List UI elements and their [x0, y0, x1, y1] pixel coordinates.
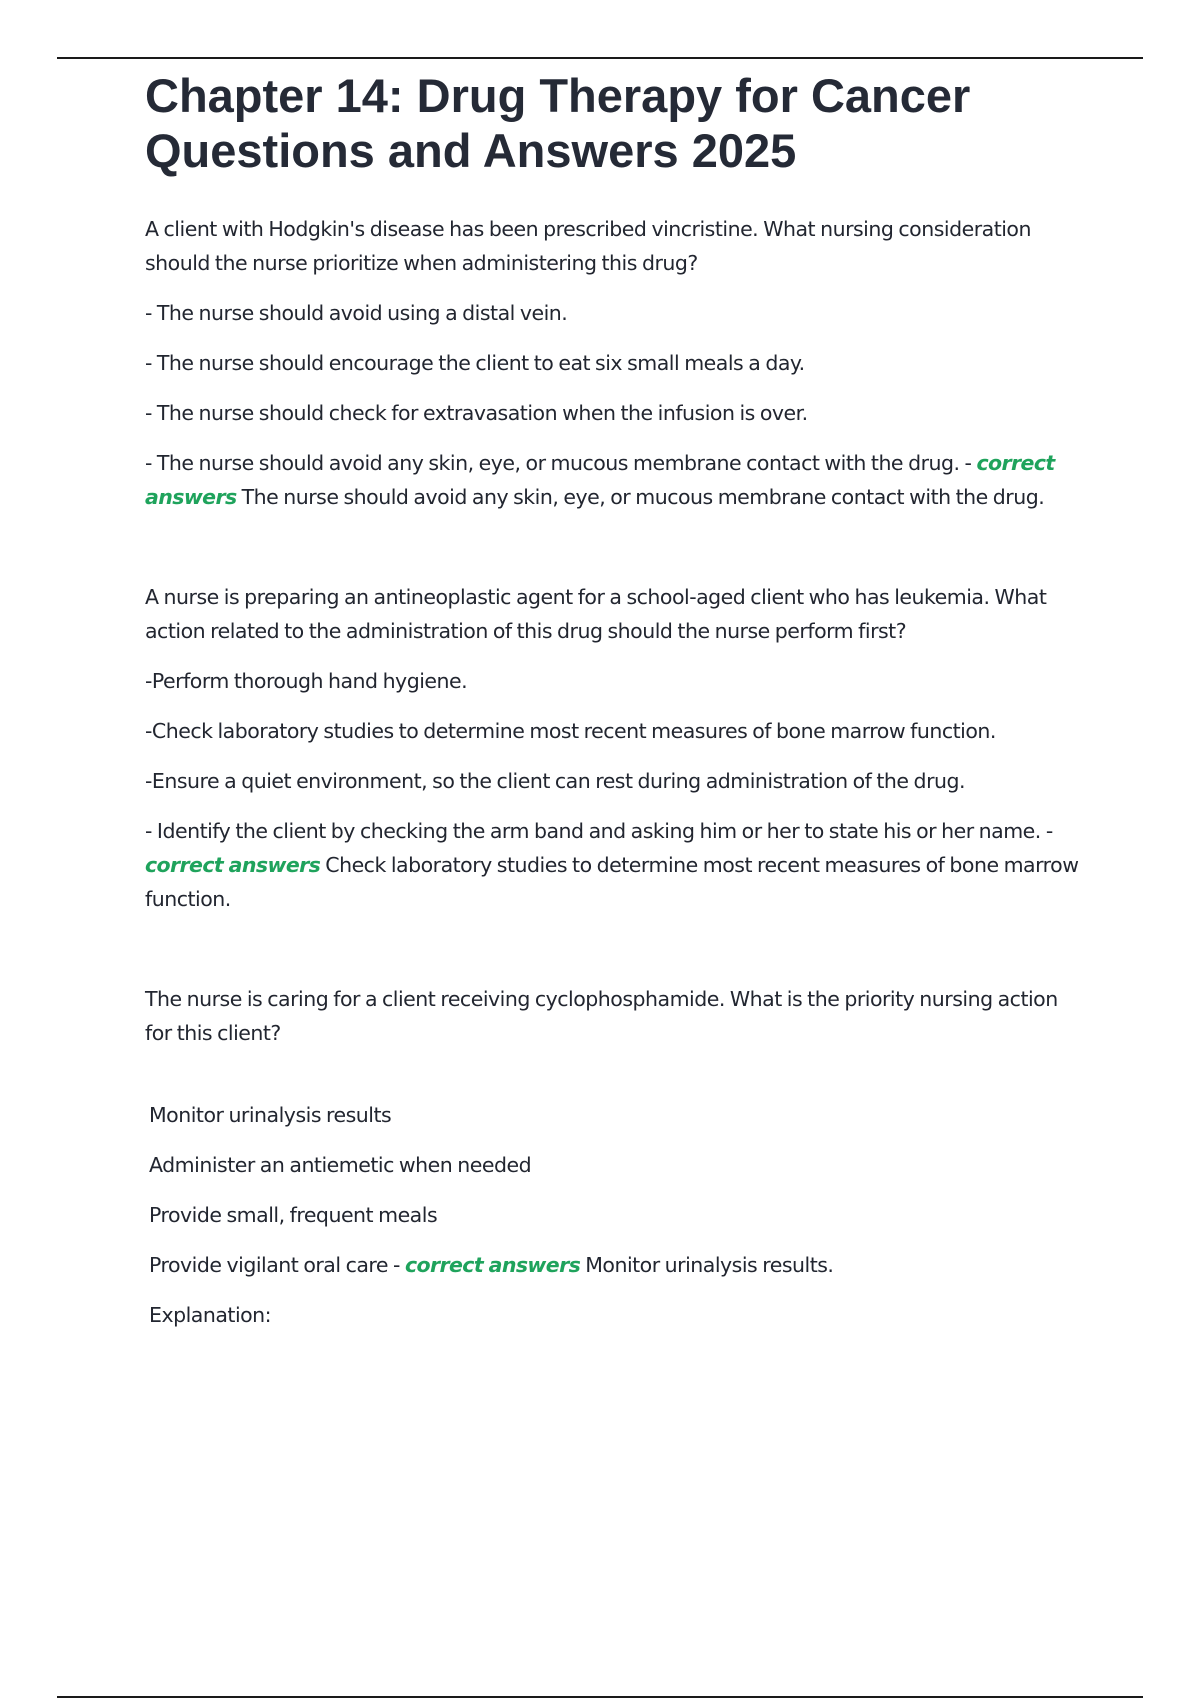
correct-answers-label: correct answers — [145, 451, 1055, 509]
answer-option: Administer an antiemetic when needed — [149, 1153, 532, 1177]
explanation-label: Explanation: — [149, 1303, 272, 1327]
question-stem: A nurse is preparing an antineoplastic agent for a school-aged client who has leukemia. What action related to the administration of this drug should the nurse perform first? — [145, 585, 1047, 643]
answer-option: - Identify the client by checking the arm band and asking him or her to state his or her name. - — [145, 819, 1053, 843]
question-1 — [145, 212, 1085, 514]
answer-option: - The nurse should check for extravasation when the infusion is over. — [145, 401, 808, 425]
spacer — [145, 1066, 1085, 1098]
spacer — [145, 514, 1085, 580]
question-3 — [145, 982, 1085, 1332]
bottom-rule — [57, 1696, 1143, 1698]
correct-answers-label: correct answers — [404, 1253, 581, 1277]
correct-answer-text: The nurse should avoid any skin, eye, or mucous membrane contact with the drug. — [241, 485, 1045, 509]
last-option-with-answer — [145, 446, 1085, 514]
answer-option: - The nurse should encourage the client to eat six small meals a day. — [145, 351, 805, 375]
question-stem: A client with Hodgkin's disease has been prescribed vincristine. What nursing consideration should the nurse prioritize when administering this drug? — [145, 217, 1031, 275]
question-2 — [145, 580, 1085, 916]
answer-option: -Ensure a quiet environment, so the client can rest during administration of the drug. — [145, 769, 966, 793]
answer-option: -Check laboratory studies to determine most recent measures of bone marrow function. — [145, 719, 996, 743]
correct-answer-text: Monitor urinalysis results. — [585, 1253, 834, 1277]
last-option-with-answer — [145, 1248, 1085, 1282]
answer-option: Monitor urinalysis results — [149, 1103, 392, 1127]
answer-option: Provide small, frequent meals — [149, 1203, 438, 1227]
last-option-with-answer — [145, 814, 1085, 916]
page-title: Chapter 14: Drug Therapy for Cancer Questions and Answers 2025 — [145, 69, 971, 177]
document-body — [145, 68, 1085, 1348]
spacer — [145, 916, 1085, 982]
top-rule — [57, 57, 1143, 59]
answer-option: Provide vigilant oral care - — [149, 1253, 400, 1277]
question-stem: The nurse is caring for a client receiving cyclophosphamide. What is the priority nursing action for this client? — [145, 987, 1058, 1045]
correct-answers-label: correct answers — [145, 853, 321, 877]
correct-answer-text: Check laboratory studies to determine most recent measures of bone marrow function. — [145, 853, 1079, 911]
answer-option: - The nurse should avoid any skin, eye, or mucous membrane contact with the drug. - — [145, 451, 972, 475]
answer-option: - The nurse should avoid using a distal vein. — [145, 301, 568, 325]
answer-option: -Perform thorough hand hygiene. — [145, 669, 468, 693]
